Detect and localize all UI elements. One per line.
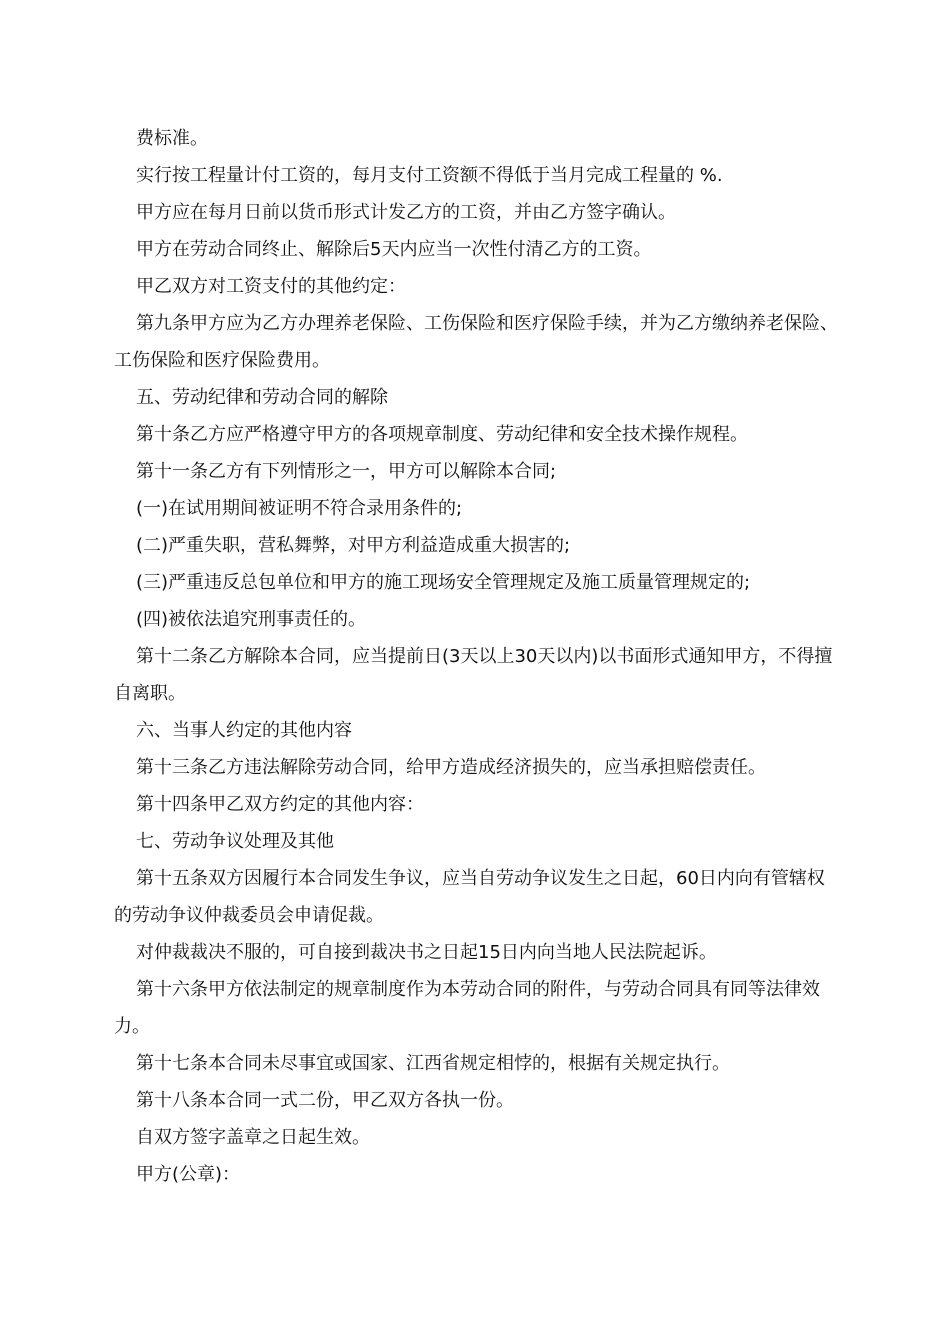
party-a-seal-label: 甲方(公章)： (136, 1164, 241, 1185)
paragraph-fee-standard: 费标准。 (136, 128, 208, 149)
document-body (114, 120, 840, 1193)
paragraph-other-wage-agreement: 甲乙双方对工资支付的其他约定： (136, 276, 406, 297)
paragraph-arbitration-appeal: 对仲裁裁决不服的，可自接到裁决书之日起15日内向当地人民法院起诉。 (136, 942, 717, 963)
section-5-heading: 五、劳动纪律和劳动合同的解除 (136, 387, 388, 408)
article-13: 第十三条乙方违法解除劳动合同，给甲方造成经济损失的，应当承担赔偿责任。 (136, 757, 766, 778)
paragraph-work-quantity-wage: 实行按工程量计付工资的，每月支付工资额不得低于当月完成工程量的 %. (136, 165, 723, 186)
article-18: 第十八条本合同一式二份，甲乙双方各执一份。 (136, 1090, 514, 1111)
paragraph-effective-date: 自双方签字盖章之日起生效。 (136, 1127, 370, 1148)
article-11: 第十一条乙方有下列情形之一，甲方可以解除本合同; (136, 461, 557, 482)
article-12: 第十二条乙方解除本合同，应当提前日(3天以上30天以内)以书面形式通知甲方，不得擅自离职。 (114, 646, 833, 704)
article-14: 第十四条甲乙双方约定的其他内容： (136, 794, 424, 815)
clause-2: (二)严重失职，营私舞弊，对甲方利益造成重大损害的; (136, 535, 571, 556)
clause-4: (四)被依法追究刑事责任的。 (136, 609, 367, 630)
article-10: 第十条乙方应严格遵守甲方的各项规章制度、劳动纪律和安全技术操作规程。 (136, 424, 748, 445)
article-15: 第十五条双方因履行本合同发生争议，应当自劳动争议发生之日起，60日内向有管辖权的劳动争议仲裁委员会申请促裁。 (114, 868, 825, 926)
paragraph-monthly-payment: 甲方应在每月日前以货币形式计发乙方的工资，并由乙方签字确认。 (136, 202, 676, 223)
article-9: 第九条甲方应为乙方办理养老保险、工伤保险和医疗保险手续，并为乙方缴纳养老保险、工伤保险和医疗保险费用。 (114, 313, 838, 371)
section-7-heading: 七、劳动争议处理及其他 (136, 831, 334, 852)
paragraph-final-payment: 甲方在劳动合同终止、解除后5天内应当一次性付清乙方的工资。 (136, 239, 652, 260)
article-17: 第十七条本合同未尽事宜或国家、江西省规定相悖的，根据有关规定执行。 (136, 1053, 730, 1074)
article-16: 第十六条甲方依法制定的规章制度作为本劳动合同的附件，与劳动合同具有同等法律效力。 (114, 979, 820, 1037)
clause-3: (三)严重违反总包单位和甲方的施工现场安全管理规定及施工质量管理规定的; (136, 572, 751, 593)
clause-1: (一)在试用期间被证明不符合录用条件的; (136, 498, 463, 519)
section-6-heading: 六、当事人约定的其他内容 (136, 720, 352, 741)
